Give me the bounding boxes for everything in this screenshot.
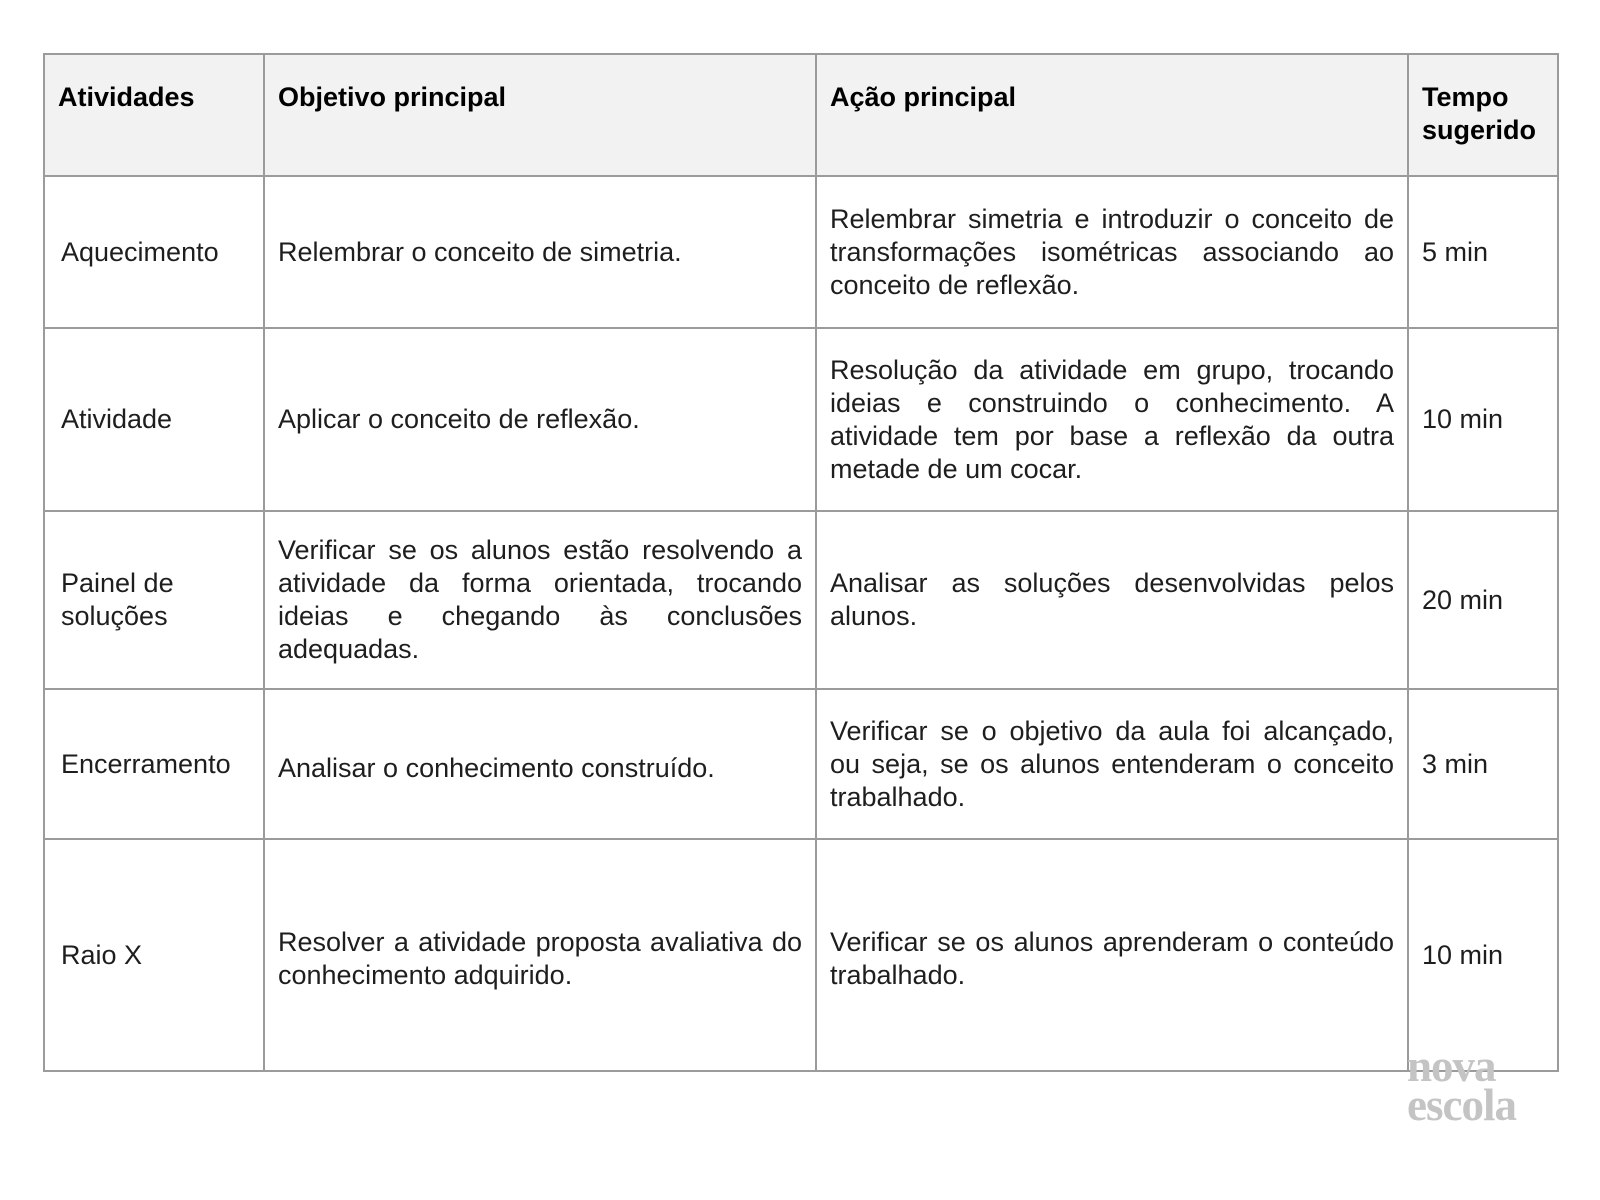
nova-escola-logo	[1407, 1041, 1516, 1130]
table-row-encerramento	[44, 689, 1558, 839]
logo-line-escola: escola	[1407, 1080, 1516, 1130]
cell-atividade: Encerramento	[44, 689, 264, 839]
cell-objetivo: Verificar se os alunos estão resolvendo a atividade da forma orientada, trocando ideias e chegando às conclusões adequadas.	[264, 511, 816, 689]
cell-acao: Verificar se o objetivo da aula foi alcançado, ou seja, se os alunos entenderam o conceito trabalhado.	[816, 689, 1408, 839]
cell-tempo: 10 min	[1408, 839, 1558, 1071]
cell-tempo: 5 min	[1408, 176, 1558, 328]
cell-objetivo: Relembrar o conceito de simetria.	[264, 176, 816, 328]
header-tempo-sugerido: Tempo sugerido	[1408, 54, 1558, 176]
cell-atividade: Atividade	[44, 328, 264, 511]
table-header-row	[44, 54, 1558, 176]
table-row-atividade	[44, 328, 1558, 511]
cell-atividade: Raio X	[44, 839, 264, 1071]
cell-atividade: Painel de soluções	[44, 511, 264, 689]
table-row-raio-x	[44, 839, 1558, 1071]
cell-objetivo: Aplicar o conceito de reflexão.	[264, 328, 816, 511]
cell-atividade: Aquecimento	[44, 176, 264, 328]
header-atividades: Atividades	[44, 54, 264, 176]
cell-objetivo: Analisar o conhecimento construído.	[264, 689, 816, 839]
cell-objetivo: Resolver a atividade proposta avaliativa do conhecimento adquirido.	[264, 839, 816, 1071]
cell-tempo: 20 min	[1408, 511, 1558, 689]
cell-acao: Resolução da atividade em grupo, trocando ideias e construindo o conhecimento. A atividade tem por base a reflexão da outra metade de um cocar.	[816, 328, 1408, 511]
cell-acao: Relembrar simetria e introduzir o conceito de transformações isométricas associando ao conceito de reflexão.	[816, 176, 1408, 328]
header-objetivo-principal: Objetivo principal	[264, 54, 816, 176]
activities-table	[43, 53, 1559, 1072]
cell-tempo: 3 min	[1408, 689, 1558, 839]
header-acao-principal: Ação principal	[816, 54, 1408, 176]
cell-acao: Verificar se os alunos aprenderam o conteúdo trabalhado.	[816, 839, 1408, 1071]
table-row-aquecimento	[44, 176, 1558, 328]
cell-tempo: 10 min	[1408, 328, 1558, 511]
table-row-painel-de-solucoes	[44, 511, 1558, 689]
logo-line-nova: nova	[1407, 1041, 1496, 1091]
cell-acao: Analisar as soluções desenvolvidas pelos alunos.	[816, 511, 1408, 689]
